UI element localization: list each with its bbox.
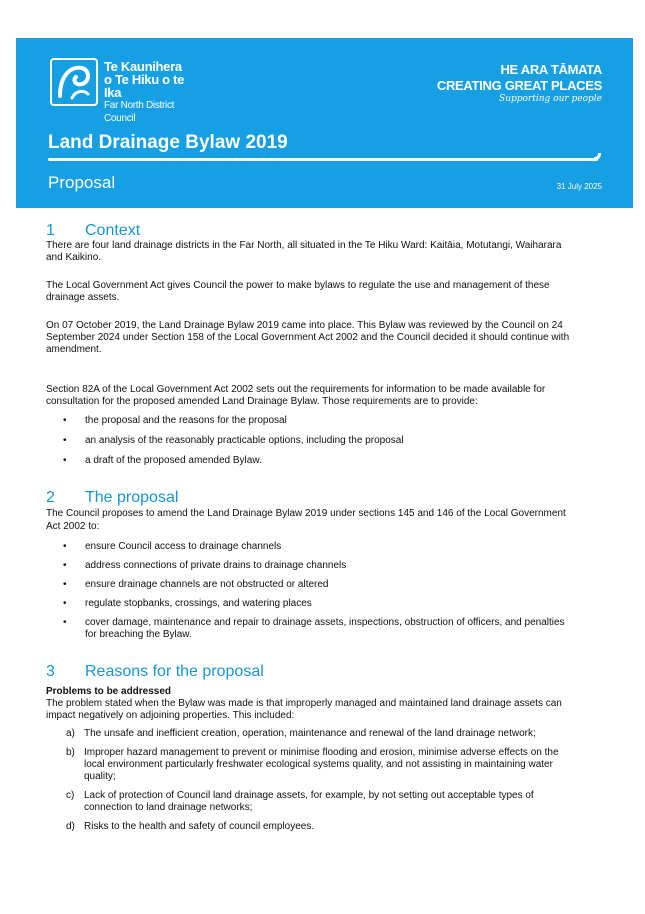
list-marker: b): [66, 747, 75, 758]
list-item-text: Risks to the health and safety of council employees.: [84, 821, 315, 832]
list-item: • regulate stopbanks, crossings, and watering places: [46, 598, 576, 610]
council-logo: [50, 58, 200, 124]
bullet-list: [46, 415, 576, 467]
logo-line-1: Te Kaunihera: [104, 59, 182, 74]
section-number: 1: [46, 222, 55, 239]
list-item: • ensure drainage channels are not obstructed or altered: [46, 579, 576, 591]
paragraph: Section 82A of the Local Government Act 2002 sets out the requirements for information to be made available for consultation for the proposed amended Land Drainage Bylaw. Those requirements are to provide:: [46, 384, 546, 407]
slogan-line-1: HE ARA TĀMATA: [500, 62, 602, 77]
section-number: 2: [46, 489, 55, 506]
list-marker: c): [66, 790, 75, 801]
paragraph: The Local Government Act gives Council the power to make bylaws to regulate the use and management of these drainage assets.: [46, 280, 550, 303]
section-context: [46, 221, 576, 467]
slogan-line-2: CREATING GREAT PLACES: [436, 78, 602, 93]
section-title: Reasons for the proposal: [85, 663, 264, 680]
document-title: Land Drainage Bylaw 2019: [48, 132, 288, 153]
list-item-text: Improper hazard management to prevent or minimise flooding and erosion, minimise adverse effects on the local environment particularly freshwater ecological systems quality, and not assisting in maintaining water quality;: [84, 747, 559, 782]
document-body: [46, 221, 576, 833]
koru-logo-icon: [50, 58, 98, 106]
list-item: [46, 747, 576, 783]
slogan: [437, 62, 602, 105]
section-heading: [46, 221, 576, 240]
list-item-text: Lack of protection of Council land drainage assets, for example, by not setting out acceptable types of connection to land drainage networks;: [84, 790, 534, 813]
subheading: Problems to be addressed: [46, 686, 172, 697]
list-item: [46, 790, 576, 814]
list-marker: a): [66, 728, 75, 739]
list-item: • a draft of the proposed amended Bylaw.: [46, 455, 576, 467]
list-marker: d): [66, 821, 75, 832]
document-subtitle: Proposal: [48, 173, 116, 192]
list-item: • address connections of private drains to drainage channels: [46, 560, 576, 572]
slogan-line-3: Supporting our people: [499, 94, 602, 104]
list-item: [46, 728, 576, 740]
paragraph: The Council proposes to amend the Land Drainage Bylaw 2019 under sections 145 and 146 of the Local Government Act 2002 to:: [46, 508, 566, 532]
lettered-list: [46, 728, 576, 833]
section-number: 3: [46, 663, 55, 680]
paragraph: On 07 October 2019, the Land Drainage Bylaw 2019 came into place. This Bylaw was reviewed by the Council on 24 September 2024 under Section 158 of the Local Government Act 2002 and the Council decided it should continue with amendment.: [46, 320, 570, 355]
list-item: • the proposal and the reasons for the proposal: [46, 415, 576, 427]
list-item: • ensure Council access to drainage channels: [46, 541, 576, 553]
list-item: [46, 821, 576, 833]
section-reasons: [46, 662, 576, 833]
logo-line-2: o Te Hiku o te Ika: [104, 72, 185, 100]
header-banner: [16, 38, 633, 208]
section-title: Context: [85, 222, 141, 239]
document-date: 31 July 2025: [556, 182, 602, 191]
paragraph: The problem stated when the Bylaw was made is that improperly managed and maintained land drainage assets can impact negatively on adjoining properties. This included:: [46, 698, 562, 721]
list-item: • an analysis of the reasonably practicable options, including the proposal: [46, 435, 576, 447]
section-title: The proposal: [85, 489, 179, 506]
logo-line-3: Far North District Council: [104, 100, 175, 124]
section-proposal: [46, 488, 576, 641]
section-heading: [46, 488, 576, 507]
title-divider: [48, 158, 598, 161]
bullet-list: [46, 541, 576, 641]
paragraph: There are four land drainage districts in the Far North, all situated in the Te Hiku Ward: Kaitāia, Motutangi, Waiharara and Kaikino.: [46, 240, 562, 263]
logo-text: [104, 60, 200, 125]
list-item-text: The unsafe and inefficient creation, operation, maintenance and renewal of the land drainage network;: [84, 728, 536, 739]
list-item: • cover damage, maintenance and repair to drainage assets, inspections, obstruction of officers, and penalties for breaching the Bylaw.: [46, 617, 576, 641]
title-divider-hook: [594, 153, 601, 160]
section-heading: [46, 662, 576, 681]
